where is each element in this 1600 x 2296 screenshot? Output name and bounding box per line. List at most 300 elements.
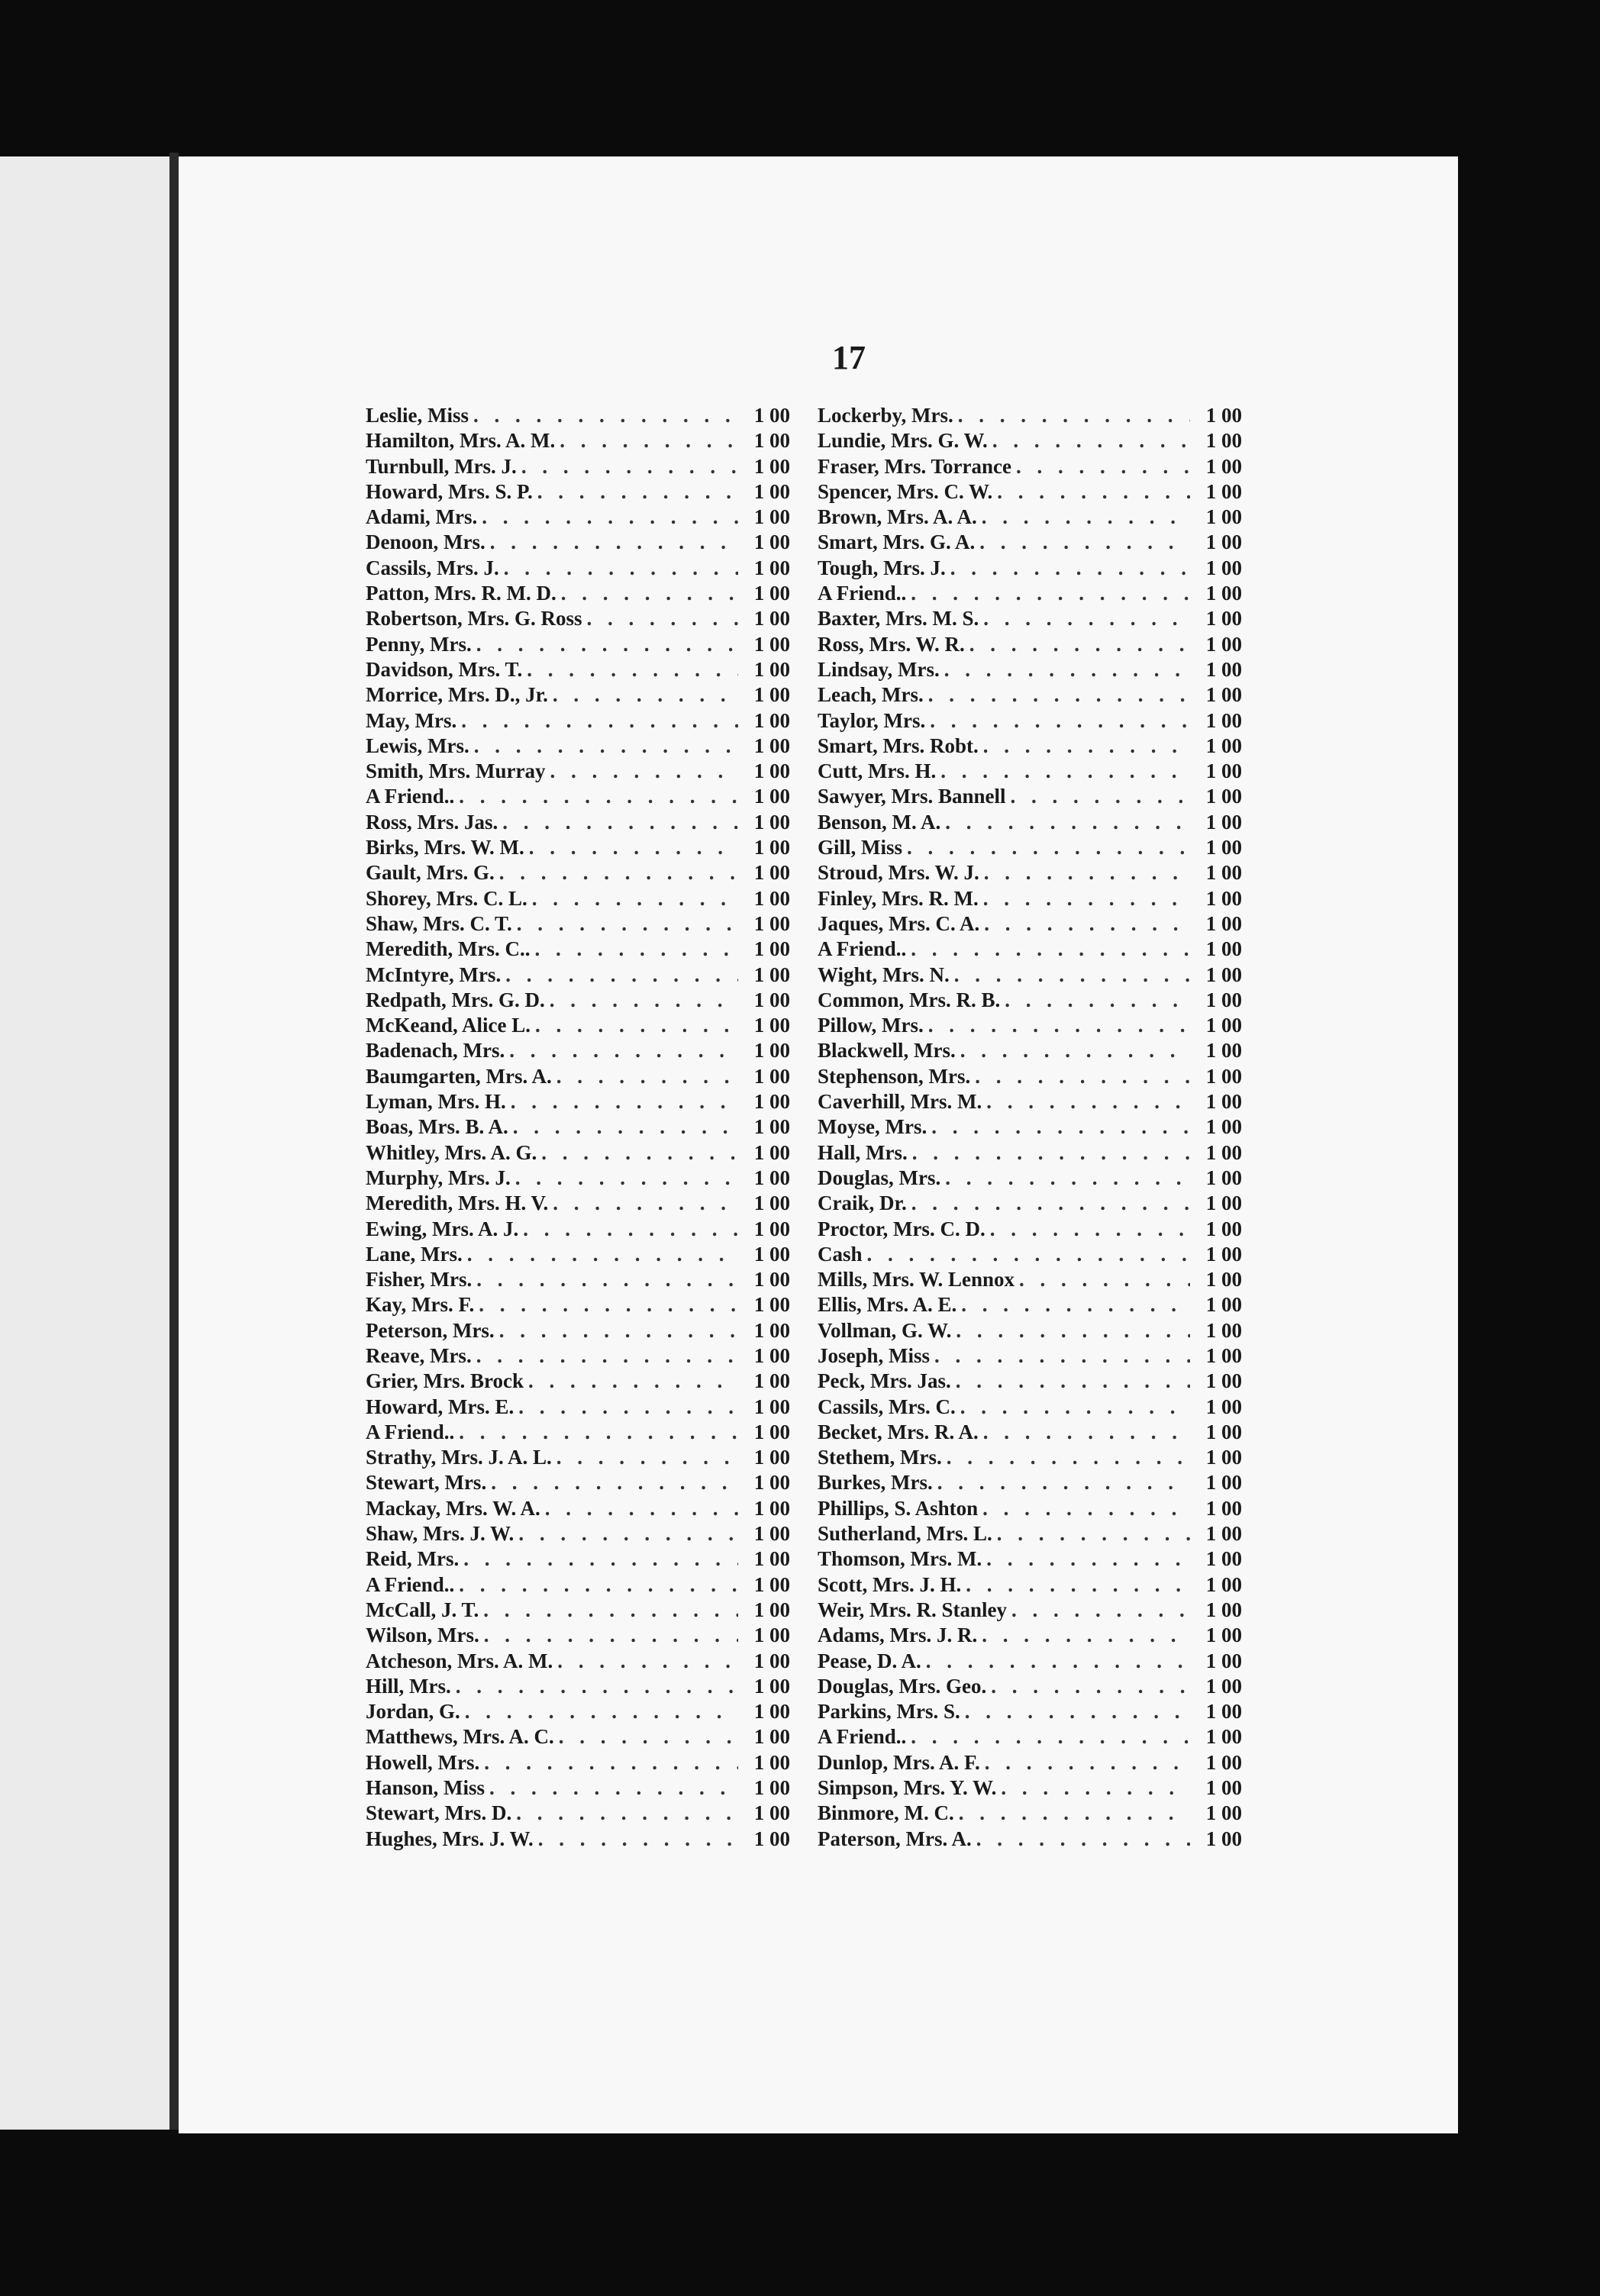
list-item (366, 937, 790, 962)
list-item (818, 403, 1242, 428)
dot-leader (983, 734, 1190, 759)
dot-leader (954, 963, 1190, 988)
subscription-amount: 1 00 (753, 1140, 790, 1164)
dot-leader (527, 657, 738, 682)
subscription-amount: 1 00 (1205, 1446, 1242, 1469)
list-item (366, 988, 790, 1013)
subscription-amount: 1 00 (753, 861, 790, 885)
list-item (818, 530, 1242, 555)
subscription-amount: 1 00 (753, 607, 790, 630)
subscriber-name: Gill, Miss (818, 836, 903, 859)
list-item (366, 911, 790, 937)
list-item (818, 1801, 1242, 1826)
subscriber-name: Reave, Mrs. (366, 1343, 472, 1367)
list-item (818, 708, 1242, 734)
subscriber-name: Douglas, Mrs. Geo. (818, 1674, 987, 1698)
dot-leader (867, 1242, 1190, 1267)
list-item (818, 1217, 1242, 1242)
list-item (366, 1649, 790, 1674)
subscriber-name: Ewing, Mrs. A. J. (366, 1217, 519, 1240)
dot-leader (476, 1343, 738, 1369)
subscriber-name: McCall, J. T. (366, 1598, 479, 1621)
subscription-amount: 1 00 (753, 1496, 790, 1520)
subscriber-name: Proctor, Mrs. C. D. (818, 1217, 985, 1240)
subscriber-name: Common, Mrs. R. B. (818, 988, 1001, 1011)
subscription-amount: 1 00 (1205, 1522, 1242, 1546)
dot-leader (1011, 1598, 1190, 1623)
subscriber-list-right (818, 403, 1242, 1852)
dot-leader (997, 479, 1190, 505)
subscription-amount: 1 00 (1205, 759, 1242, 783)
subscription-amount: 1 00 (753, 1776, 790, 1800)
subscriber-name: Lane, Mrs. (366, 1242, 463, 1266)
dot-leader (461, 708, 738, 734)
subscriber-name: Hall, Mrs. (818, 1140, 908, 1164)
subscriber-name: Stethem, Mrs. (818, 1446, 942, 1469)
subscriber-name: Leslie, Miss (366, 404, 469, 427)
subscriber-name: Sawyer, Mrs. Bannell (818, 785, 1006, 808)
list-item (818, 581, 1242, 606)
dot-leader (535, 1013, 738, 1038)
list-item (818, 454, 1242, 479)
subscriber-name: Adami, Mrs. (366, 505, 478, 529)
subscriber-name: Benson, M. A. (818, 810, 941, 834)
subscriber-name: Denoon, Mrs. (366, 530, 485, 554)
subscriber-name: Stroud, Mrs. W. J. (818, 861, 979, 885)
dot-leader (991, 1674, 1190, 1699)
list-item (818, 1496, 1242, 1521)
list-item (366, 1140, 790, 1166)
dot-leader (463, 1546, 738, 1572)
subscription-amount: 1 00 (753, 582, 790, 605)
subscriber-name: Penny, Mrs. (366, 632, 472, 656)
dot-leader (982, 505, 1190, 530)
subscriber-name: Lundie, Mrs. G. W. (818, 429, 988, 453)
dot-leader (476, 632, 738, 657)
list-item (366, 1775, 790, 1801)
list-item (366, 403, 790, 428)
list-item (366, 1242, 790, 1267)
dot-leader (553, 682, 738, 708)
list-item (366, 581, 790, 606)
subscriber-name: Gault, Mrs. G. (366, 861, 495, 885)
list-item (818, 937, 1242, 962)
subscriber-name: Atcheson, Mrs. A. M. (366, 1649, 553, 1672)
list-item (818, 1572, 1242, 1598)
subscription-amount: 1 00 (753, 1547, 790, 1571)
dot-leader (550, 759, 738, 784)
subscriber-name: Stewart, Mrs. D. (366, 1801, 512, 1825)
dot-leader (911, 937, 1190, 962)
subscription-amount: 1 00 (1205, 582, 1242, 605)
subscription-amount: 1 00 (1205, 1268, 1242, 1292)
subscription-amount: 1 00 (1205, 1547, 1242, 1571)
subscriber-name: Ellis, Mrs. A. E. (818, 1293, 957, 1317)
subscription-amount: 1 00 (1205, 454, 1242, 478)
dot-leader (528, 1369, 738, 1394)
dot-leader (979, 530, 1190, 555)
subscriber-name: Matthews, Mrs. A. C. (366, 1725, 554, 1749)
subscription-amount: 1 00 (1205, 1725, 1242, 1749)
list-item (818, 1267, 1242, 1292)
subscriber-name: Simpson, Mrs. Y. W. (818, 1776, 997, 1800)
subscription-amount: 1 00 (1205, 1293, 1242, 1317)
list-item (366, 810, 790, 835)
list-item (818, 810, 1242, 835)
subscription-amount: 1 00 (753, 886, 790, 910)
list-item (366, 454, 790, 479)
subscription-amount: 1 00 (1205, 404, 1242, 427)
dot-leader (538, 1827, 738, 1852)
dot-leader (960, 1038, 1190, 1063)
dot-leader (912, 1140, 1190, 1166)
list-item (818, 759, 1242, 784)
dot-leader (1001, 1775, 1190, 1801)
list-item (366, 1496, 790, 1521)
subscription-amount: 1 00 (753, 1801, 790, 1825)
list-item (366, 1318, 790, 1343)
subscriber-name: Adams, Mrs. J. R. (818, 1624, 978, 1647)
subscription-amount: 1 00 (753, 1624, 790, 1647)
list-item (818, 682, 1242, 708)
subscription-amount: 1 00 (753, 1192, 790, 1215)
dot-leader (515, 1166, 738, 1191)
subscriber-name: Mackay, Mrs. W. A. (366, 1496, 540, 1520)
list-item (366, 1292, 790, 1317)
subscriber-name: Murphy, Mrs. J. (366, 1166, 511, 1189)
subscription-amount: 1 00 (753, 1064, 790, 1088)
list-item (818, 1318, 1242, 1343)
dot-leader (559, 1724, 738, 1749)
dot-leader (958, 403, 1190, 428)
subscriber-name: Cassils, Mrs. J. (366, 556, 499, 579)
dot-leader (956, 1318, 1190, 1343)
subscription-amount: 1 00 (1205, 505, 1242, 529)
list-item (818, 1775, 1242, 1801)
subscription-amount: 1 00 (1205, 1700, 1242, 1724)
subscription-amount: 1 00 (1205, 1166, 1242, 1189)
dot-leader (529, 835, 738, 860)
subscriber-name: Badenach, Mrs. (366, 1039, 505, 1063)
subscription-amount: 1 00 (753, 454, 790, 478)
list-item (366, 657, 790, 682)
subscriber-name: Morrice, Mrs. D., Jr. (366, 683, 548, 707)
subscriber-name: Dunlop, Mrs. A. F. (818, 1750, 980, 1774)
dot-leader (537, 479, 738, 505)
subscriber-name: A Friend.. (818, 1725, 907, 1749)
dot-leader (491, 1470, 738, 1495)
list-item (366, 632, 790, 657)
dot-leader (950, 556, 1190, 581)
dot-leader (459, 1572, 738, 1598)
dot-leader (966, 1572, 1190, 1598)
subscription-amount: 1 00 (1205, 708, 1242, 732)
subscriber-name: Stephenson, Mrs. (818, 1064, 971, 1088)
dot-leader (550, 988, 738, 1013)
dot-leader (945, 1166, 1190, 1191)
dot-leader (930, 708, 1190, 734)
subscription-amount: 1 00 (753, 1446, 790, 1469)
list-item (366, 835, 790, 860)
subscriber-name: Ross, Mrs. W. R. (818, 632, 965, 656)
list-item (366, 1395, 790, 1420)
list-item (366, 1191, 790, 1216)
dot-leader (483, 1598, 738, 1623)
list-item (366, 1166, 790, 1191)
list-item (818, 1242, 1242, 1267)
list-item (818, 1420, 1242, 1445)
list-item (818, 428, 1242, 453)
subscription-amount: 1 00 (1205, 785, 1242, 808)
subscription-amount: 1 00 (1205, 1827, 1242, 1850)
subscription-amount: 1 00 (753, 404, 790, 427)
dot-leader (982, 1496, 1190, 1521)
list-item (818, 1750, 1242, 1775)
subscription-amount: 1 00 (1205, 1674, 1242, 1698)
subscriber-name: Robertson, Mrs. G. Ross (366, 607, 582, 630)
subscriber-name: Meredith, Mrs. H. V. (366, 1192, 549, 1215)
subscriber-name: Smith, Mrs. Murray (366, 759, 546, 783)
dot-leader (499, 860, 738, 885)
subscription-amount: 1 00 (753, 556, 790, 579)
dot-leader (511, 1089, 738, 1114)
subscriber-name: Howard, Mrs. S. P. (366, 479, 533, 503)
subscription-amount: 1 00 (753, 1395, 790, 1418)
dot-leader (518, 1521, 738, 1546)
list-item (818, 1546, 1242, 1572)
subscriber-name: Hamilton, Mrs. A. M. (366, 429, 556, 453)
subscription-amount: 1 00 (1205, 734, 1242, 757)
dot-leader (992, 428, 1190, 453)
subscription-amount: 1 00 (1205, 1395, 1242, 1418)
subscriber-name: Spencer, Mrs. C. W. (818, 479, 993, 503)
subscriber-name: Baxter, Mrs. M. S. (818, 607, 979, 630)
subscription-amount: 1 00 (753, 785, 790, 808)
subscriber-name: Hughes, Mrs. J. W. (366, 1827, 534, 1850)
subscription-amount: 1 00 (753, 1598, 790, 1621)
dot-leader (523, 1217, 738, 1242)
subscription-amount: 1 00 (753, 911, 790, 935)
list-item (818, 1013, 1242, 1038)
subscription-amount: 1 00 (753, 632, 790, 656)
list-item (366, 1699, 790, 1724)
list-item (818, 1623, 1242, 1648)
subscriber-name: A Friend.. (818, 937, 907, 961)
list-item (366, 1445, 790, 1470)
list-item (818, 1343, 1242, 1369)
subscriber-name: A Friend.. (366, 785, 455, 808)
subscriber-name: McIntyre, Mrs. (366, 963, 502, 986)
dot-leader (907, 835, 1190, 860)
list-item (818, 1292, 1242, 1317)
subscriber-name: Shaw, Mrs. J. W. (366, 1522, 515, 1546)
subscription-amount: 1 00 (1205, 1192, 1242, 1215)
dot-leader (534, 937, 738, 962)
subscription-amount: 1 00 (1205, 1369, 1242, 1393)
subscription-amount: 1 00 (1205, 1115, 1242, 1139)
subscriber-name: Scott, Mrs. J. H. (818, 1572, 962, 1596)
dot-leader (561, 581, 738, 606)
dot-leader (532, 886, 738, 911)
list-item (818, 1140, 1242, 1166)
dot-leader (965, 1699, 1190, 1724)
list-item (366, 1521, 790, 1546)
dot-leader (541, 1140, 738, 1166)
list-item (818, 988, 1242, 1013)
subscriber-name: Shorey, Mrs. C. L. (366, 886, 527, 910)
page-number: 17 (832, 339, 866, 376)
subscription-amount: 1 00 (1205, 530, 1242, 554)
dot-leader (484, 1623, 738, 1648)
subscription-amount: 1 00 (1205, 963, 1242, 986)
subscriber-name: Kay, Mrs. F. (366, 1293, 475, 1317)
subscriber-name: Peterson, Mrs. (366, 1318, 495, 1342)
subscriber-name: A Friend.. (366, 1572, 455, 1596)
list-item (366, 1598, 790, 1623)
subscription-amount: 1 00 (753, 683, 790, 707)
dot-leader (476, 1267, 738, 1292)
subscriber-name: Mills, Mrs. W. Lennox (818, 1268, 1015, 1292)
subscription-amount: 1 00 (753, 1039, 790, 1063)
dot-leader (985, 1750, 1190, 1775)
list-item (366, 1750, 790, 1775)
list-item (818, 556, 1242, 581)
subscriber-name: A Friend.. (818, 582, 907, 605)
subscriber-list-left (366, 403, 790, 1852)
subscription-amount: 1 00 (753, 1750, 790, 1774)
list-item (818, 606, 1242, 631)
book-gutter (169, 153, 179, 2130)
subscription-amount: 1 00 (1205, 1242, 1242, 1266)
subscription-amount: 1 00 (753, 505, 790, 529)
subscription-amount: 1 00 (753, 657, 790, 681)
list-item (366, 1343, 790, 1369)
subscriber-name: Brown, Mrs. A. A. (818, 505, 977, 529)
subscriber-name: Pease, D. A. (818, 1649, 921, 1672)
dot-leader (459, 784, 738, 809)
subscription-amount: 1 00 (1205, 1598, 1242, 1621)
subscriber-name: Vollman, G. W. (818, 1318, 952, 1342)
list-item (366, 479, 790, 505)
list-item (818, 1445, 1242, 1470)
subscription-amount: 1 00 (753, 708, 790, 732)
subscriber-name: Jordan, G. (366, 1700, 460, 1724)
subscriber-name: Moyse, Mrs. (818, 1115, 927, 1139)
list-item (818, 1038, 1242, 1063)
list-item (366, 1267, 790, 1292)
subscriber-name: Taylor, Mrs. (818, 708, 926, 732)
subscription-amount: 1 00 (753, 1725, 790, 1749)
subscriber-name: May, Mrs. (366, 708, 457, 732)
dot-leader (467, 1242, 738, 1267)
dot-leader (1011, 784, 1190, 809)
subscriber-name: Boas, Mrs. B. A. (366, 1115, 508, 1139)
dot-leader (459, 1420, 738, 1445)
dot-leader (911, 581, 1190, 606)
subscription-amount: 1 00 (753, 1369, 790, 1393)
dot-leader (931, 1114, 1190, 1140)
subscription-amount: 1 00 (1205, 937, 1242, 961)
dot-leader (956, 1369, 1190, 1394)
subscription-amount: 1 00 (1205, 479, 1242, 503)
subscriber-name: Wilson, Mrs. (366, 1624, 479, 1647)
subscription-amount: 1 00 (1205, 886, 1242, 910)
dot-leader (960, 1395, 1190, 1420)
subscription-amount: 1 00 (1205, 607, 1242, 630)
subscription-amount: 1 00 (1205, 1649, 1242, 1672)
list-item (366, 1114, 790, 1140)
list-item (818, 1724, 1242, 1749)
list-item (366, 734, 790, 759)
subscriber-name: Tough, Mrs. J. (818, 556, 946, 579)
dot-leader (518, 1395, 738, 1420)
list-item (818, 1064, 1242, 1089)
list-item (818, 1395, 1242, 1420)
subscriber-name: Sutherland, Mrs. L. (818, 1522, 992, 1546)
subscriber-name: Paterson, Mrs. A. (818, 1827, 972, 1850)
list-item (818, 1674, 1242, 1699)
subscription-amount: 1 00 (1205, 1572, 1242, 1596)
list-item (818, 1521, 1242, 1546)
dot-leader (984, 911, 1190, 937)
dot-leader (499, 1318, 738, 1343)
dot-leader (505, 963, 738, 988)
subscription-amount: 1 00 (753, 1268, 790, 1292)
dot-leader (560, 428, 738, 453)
subscription-amount: 1 00 (753, 1115, 790, 1139)
subscription-amount: 1 00 (753, 1649, 790, 1672)
list-item (818, 1369, 1242, 1394)
dot-leader (940, 759, 1190, 784)
subscription-amount: 1 00 (753, 1293, 790, 1317)
list-item (818, 632, 1242, 657)
list-item (366, 505, 790, 530)
subscriber-name: Fisher, Mrs. (366, 1268, 473, 1292)
list-item (366, 963, 790, 988)
subscriber-name: Lewis, Mrs. (366, 734, 469, 757)
subscriber-name: McKeand, Alice L. (366, 1014, 531, 1037)
list-item (818, 835, 1242, 860)
subscription-amount: 1 00 (1205, 1471, 1242, 1495)
list-item (366, 682, 790, 708)
subscriber-name: Ross, Mrs. Jas. (366, 810, 498, 834)
list-item (366, 1089, 790, 1114)
subscriber-name: Leach, Mrs. (818, 683, 924, 707)
subscriber-name: Craik, Dr. (818, 1192, 907, 1215)
dot-leader (986, 1089, 1190, 1114)
subscriber-name: Phillips, S. Ashton (818, 1496, 979, 1520)
subscription-amount: 1 00 (1205, 556, 1242, 579)
subscriber-name: Weir, Mrs. R. Stanley (818, 1598, 1007, 1621)
subscription-amount: 1 00 (1205, 911, 1242, 935)
dot-leader (484, 1750, 738, 1775)
subscription-amount: 1 00 (1205, 1140, 1242, 1164)
subscription-amount: 1 00 (753, 1674, 790, 1698)
dot-leader (517, 911, 738, 937)
list-item (818, 1470, 1242, 1495)
subscription-amount: 1 00 (1205, 1496, 1242, 1520)
subscription-amount: 1 00 (753, 734, 790, 757)
dot-leader (553, 1191, 738, 1216)
subscriber-name: A Friend.. (366, 1420, 455, 1443)
subscriber-name: Davidson, Mrs. T. (366, 657, 523, 681)
dot-leader (983, 886, 1190, 911)
subscriber-name: Lockerby, Mrs. (818, 404, 953, 427)
list-item (366, 1546, 790, 1572)
facing-page-edge (0, 156, 169, 2130)
subscription-amount: 1 00 (753, 1343, 790, 1367)
subscriber-name: Smart, Mrs. G. A. (818, 530, 976, 554)
